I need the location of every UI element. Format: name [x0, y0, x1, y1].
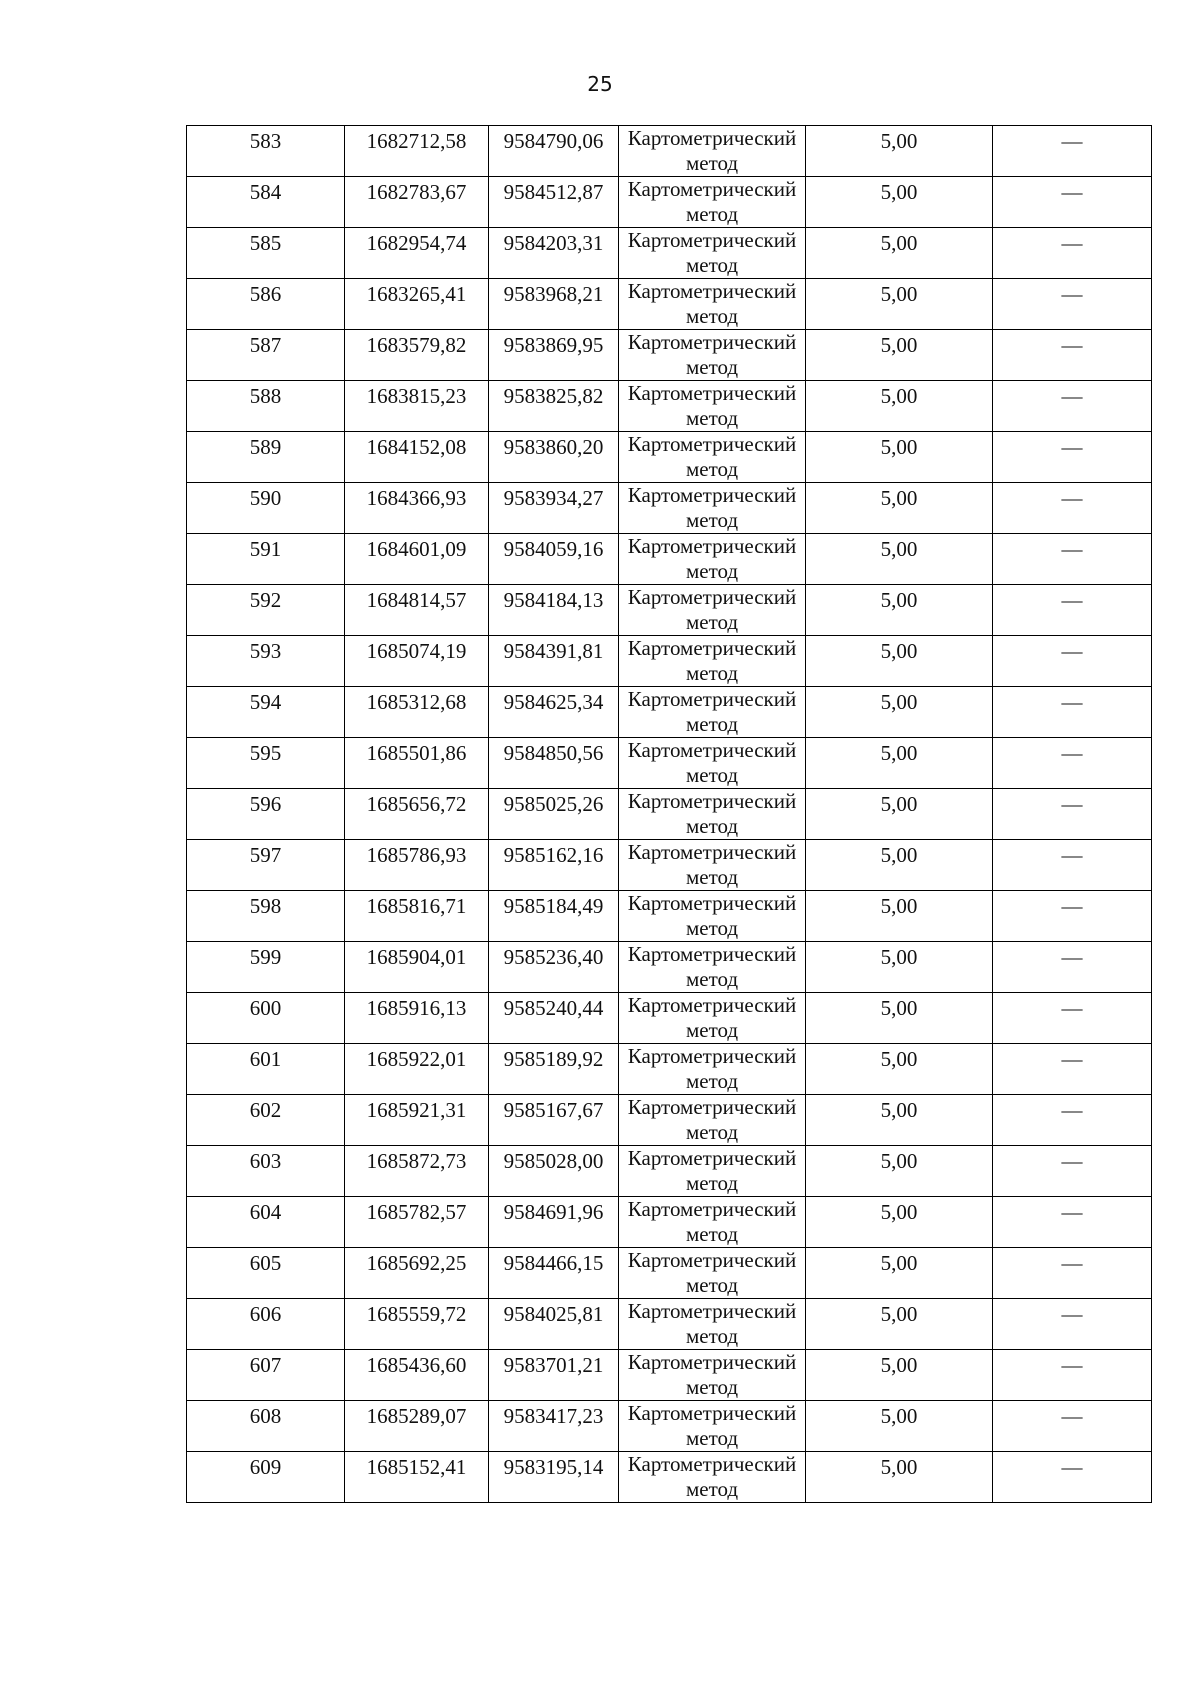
note-cell: —	[993, 636, 1152, 687]
y-coordinate-cell: 9584184,13	[489, 585, 619, 636]
accuracy-cell: 5,00	[806, 942, 993, 993]
method-line-2: метод	[685, 763, 739, 787]
point-number-cell: 594	[187, 687, 345, 738]
method-line-2: метод	[685, 610, 739, 634]
x-coordinate-cell: 1685312,68	[345, 687, 489, 738]
method-cell	[619, 1044, 806, 1095]
note-cell: —	[993, 1452, 1152, 1503]
x-coordinate-cell: 1685559,72	[345, 1299, 489, 1350]
x-coordinate-cell: 1685656,72	[345, 789, 489, 840]
note-cell: —	[993, 789, 1152, 840]
point-number-cell: 588	[187, 381, 345, 432]
x-coordinate-cell: 1685074,19	[345, 636, 489, 687]
method-cell	[619, 1401, 806, 1452]
point-number-cell: 604	[187, 1197, 345, 1248]
method-line-1: Картометрический	[627, 1248, 797, 1272]
accuracy-cell: 5,00	[806, 1299, 993, 1350]
point-number-cell: 602	[187, 1095, 345, 1146]
y-coordinate-cell: 9583968,21	[489, 279, 619, 330]
method-line-2: метод	[685, 661, 739, 685]
method-line-1: Картометрический	[627, 1299, 797, 1323]
method-line-2: метод	[685, 253, 739, 277]
method-cell	[619, 1146, 806, 1197]
table-row	[187, 1044, 1152, 1095]
method-line-1: Картометрический	[627, 840, 797, 864]
method-cell	[619, 942, 806, 993]
table-row	[187, 738, 1152, 789]
note-cell: —	[993, 840, 1152, 891]
accuracy-cell: 5,00	[806, 636, 993, 687]
point-number-cell: 590	[187, 483, 345, 534]
method-line-2: метод	[685, 1171, 739, 1195]
x-coordinate-cell: 1685816,71	[345, 891, 489, 942]
x-coordinate-cell: 1685501,86	[345, 738, 489, 789]
method-line-1: Картометрический	[627, 789, 797, 813]
x-coordinate-cell: 1685782,57	[345, 1197, 489, 1248]
accuracy-cell: 5,00	[806, 993, 993, 1044]
accuracy-cell: 5,00	[806, 840, 993, 891]
y-coordinate-cell: 9585162,16	[489, 840, 619, 891]
method-line-2: метод	[685, 865, 739, 889]
method-cell	[619, 1452, 806, 1503]
note-cell: —	[993, 1044, 1152, 1095]
point-number-cell: 601	[187, 1044, 345, 1095]
point-number-cell: 585	[187, 228, 345, 279]
x-coordinate-cell: 1685904,01	[345, 942, 489, 993]
accuracy-cell: 5,00	[806, 432, 993, 483]
point-number-cell: 596	[187, 789, 345, 840]
point-number-cell: 605	[187, 1248, 345, 1299]
note-cell: —	[993, 177, 1152, 228]
accuracy-cell: 5,00	[806, 585, 993, 636]
note-cell: —	[993, 330, 1152, 381]
method-cell	[619, 789, 806, 840]
table-row	[187, 636, 1152, 687]
method-cell	[619, 1350, 806, 1401]
y-coordinate-cell: 9584625,34	[489, 687, 619, 738]
method-line-1: Картометрический	[627, 1452, 797, 1476]
method-line-1: Картометрический	[627, 483, 797, 507]
method-line-2: метод	[685, 1222, 739, 1246]
table-row	[187, 126, 1152, 177]
accuracy-cell: 5,00	[806, 381, 993, 432]
point-number-cell: 597	[187, 840, 345, 891]
note-cell: —	[993, 993, 1152, 1044]
point-number-cell: 591	[187, 534, 345, 585]
accuracy-cell: 5,00	[806, 891, 993, 942]
x-coordinate-cell: 1682712,58	[345, 126, 489, 177]
x-coordinate-cell: 1682954,74	[345, 228, 489, 279]
page-number: 25	[587, 72, 613, 96]
method-line-1: Картометрический	[627, 1095, 797, 1119]
x-coordinate-cell: 1684366,93	[345, 483, 489, 534]
method-line-2: метод	[685, 967, 739, 991]
method-cell	[619, 177, 806, 228]
accuracy-cell: 5,00	[806, 1248, 993, 1299]
method-line-2: метод	[685, 1324, 739, 1348]
method-line-2: метод	[685, 304, 739, 328]
method-line-1: Картометрический	[627, 279, 797, 303]
y-coordinate-cell: 9584391,81	[489, 636, 619, 687]
method-line-1: Картометрический	[627, 381, 797, 405]
point-number-cell: 603	[187, 1146, 345, 1197]
x-coordinate-cell: 1685872,73	[345, 1146, 489, 1197]
method-cell	[619, 126, 806, 177]
method-cell	[619, 738, 806, 789]
y-coordinate-cell: 9585236,40	[489, 942, 619, 993]
y-coordinate-cell: 9585189,92	[489, 1044, 619, 1095]
table-row	[187, 891, 1152, 942]
x-coordinate-cell: 1685922,01	[345, 1044, 489, 1095]
accuracy-cell: 5,00	[806, 1350, 993, 1401]
note-cell: —	[993, 483, 1152, 534]
note-cell: —	[993, 432, 1152, 483]
y-coordinate-cell: 9583417,23	[489, 1401, 619, 1452]
y-coordinate-cell: 9583701,21	[489, 1350, 619, 1401]
y-coordinate-cell: 9583934,27	[489, 483, 619, 534]
method-cell	[619, 1248, 806, 1299]
note-cell: —	[993, 381, 1152, 432]
table-row	[187, 1452, 1152, 1503]
method-cell	[619, 534, 806, 585]
point-number-cell: 606	[187, 1299, 345, 1350]
method-line-2: метод	[685, 559, 739, 583]
table-row	[187, 177, 1152, 228]
coordinates-table-body	[187, 126, 1152, 1503]
table-row	[187, 1299, 1152, 1350]
x-coordinate-cell: 1682783,67	[345, 177, 489, 228]
x-coordinate-cell: 1685786,93	[345, 840, 489, 891]
method-cell	[619, 840, 806, 891]
note-cell: —	[993, 891, 1152, 942]
x-coordinate-cell: 1685152,41	[345, 1452, 489, 1503]
y-coordinate-cell: 9584850,56	[489, 738, 619, 789]
accuracy-cell: 5,00	[806, 1146, 993, 1197]
y-coordinate-cell: 9584691,96	[489, 1197, 619, 1248]
x-coordinate-cell: 1685289,07	[345, 1401, 489, 1452]
method-line-2: метод	[685, 1069, 739, 1093]
table-row	[187, 483, 1152, 534]
note-cell: —	[993, 228, 1152, 279]
y-coordinate-cell: 9583825,82	[489, 381, 619, 432]
table-row	[187, 381, 1152, 432]
table-row	[187, 534, 1152, 585]
x-coordinate-cell: 1683265,41	[345, 279, 489, 330]
method-line-1: Картометрический	[627, 687, 797, 711]
note-cell: —	[993, 1197, 1152, 1248]
point-number-cell: 593	[187, 636, 345, 687]
note-cell: —	[993, 126, 1152, 177]
point-number-cell: 589	[187, 432, 345, 483]
table-row	[187, 1197, 1152, 1248]
method-cell	[619, 1299, 806, 1350]
table-row	[187, 942, 1152, 993]
method-line-1: Картометрический	[627, 177, 797, 201]
table-row	[187, 789, 1152, 840]
note-cell: —	[993, 942, 1152, 993]
note-cell: —	[993, 1095, 1152, 1146]
x-coordinate-cell: 1683815,23	[345, 381, 489, 432]
table-row	[187, 840, 1152, 891]
method-cell	[619, 483, 806, 534]
note-cell: —	[993, 585, 1152, 636]
x-coordinate-cell: 1685921,31	[345, 1095, 489, 1146]
method-cell	[619, 1197, 806, 1248]
note-cell: —	[993, 279, 1152, 330]
accuracy-cell: 5,00	[806, 126, 993, 177]
table-row	[187, 1146, 1152, 1197]
x-coordinate-cell: 1683579,82	[345, 330, 489, 381]
note-cell: —	[993, 1350, 1152, 1401]
method-line-1: Картометрический	[627, 1044, 797, 1068]
method-line-1: Картометрический	[627, 534, 797, 558]
point-number-cell: 595	[187, 738, 345, 789]
accuracy-cell: 5,00	[806, 1197, 993, 1248]
x-coordinate-cell: 1684814,57	[345, 585, 489, 636]
method-line-1: Картометрический	[627, 1146, 797, 1170]
accuracy-cell: 5,00	[806, 279, 993, 330]
method-line-2: метод	[685, 1120, 739, 1144]
method-line-1: Картометрический	[627, 636, 797, 660]
method-cell	[619, 228, 806, 279]
point-number-cell: 608	[187, 1401, 345, 1452]
y-coordinate-cell: 9585028,00	[489, 1146, 619, 1197]
note-cell: —	[993, 687, 1152, 738]
method-cell	[619, 636, 806, 687]
y-coordinate-cell: 9585167,67	[489, 1095, 619, 1146]
point-number-cell: 599	[187, 942, 345, 993]
accuracy-cell: 5,00	[806, 483, 993, 534]
note-cell: —	[993, 1248, 1152, 1299]
y-coordinate-cell: 9584790,06	[489, 126, 619, 177]
method-cell	[619, 891, 806, 942]
method-line-1: Картометрический	[627, 942, 797, 966]
method-line-2: метод	[685, 814, 739, 838]
method-line-2: метод	[685, 508, 739, 532]
table-row	[187, 585, 1152, 636]
accuracy-cell: 5,00	[806, 177, 993, 228]
method-cell	[619, 993, 806, 1044]
note-cell: —	[993, 1146, 1152, 1197]
method-line-1: Картометрический	[627, 432, 797, 456]
method-line-1: Картометрический	[627, 585, 797, 609]
method-line-2: метод	[685, 916, 739, 940]
method-line-1: Картометрический	[627, 1350, 797, 1374]
point-number-cell: 609	[187, 1452, 345, 1503]
method-line-2: метод	[685, 1477, 739, 1501]
x-coordinate-cell: 1685692,25	[345, 1248, 489, 1299]
y-coordinate-cell: 9583860,20	[489, 432, 619, 483]
y-coordinate-cell: 9584512,87	[489, 177, 619, 228]
table-row	[187, 228, 1152, 279]
method-line-2: метод	[685, 712, 739, 736]
accuracy-cell: 5,00	[806, 1095, 993, 1146]
accuracy-cell: 5,00	[806, 1401, 993, 1452]
y-coordinate-cell: 9583869,95	[489, 330, 619, 381]
method-cell	[619, 279, 806, 330]
method-line-2: метод	[685, 457, 739, 481]
table-row	[187, 1350, 1152, 1401]
table-row	[187, 432, 1152, 483]
method-cell	[619, 330, 806, 381]
accuracy-cell: 5,00	[806, 534, 993, 585]
point-number-cell: 607	[187, 1350, 345, 1401]
table-row	[187, 687, 1152, 738]
method-line-2: метод	[685, 1273, 739, 1297]
accuracy-cell: 5,00	[806, 1044, 993, 1095]
table-row	[187, 279, 1152, 330]
table-row	[187, 1401, 1152, 1452]
method-line-2: метод	[685, 1018, 739, 1042]
y-coordinate-cell: 9584466,15	[489, 1248, 619, 1299]
method-line-2: метод	[685, 151, 739, 175]
accuracy-cell: 5,00	[806, 228, 993, 279]
method-cell	[619, 381, 806, 432]
y-coordinate-cell: 9584059,16	[489, 534, 619, 585]
method-line-1: Картометрический	[627, 228, 797, 252]
accuracy-cell: 5,00	[806, 1452, 993, 1503]
x-coordinate-cell: 1684152,08	[345, 432, 489, 483]
y-coordinate-cell: 9585184,49	[489, 891, 619, 942]
method-line-1: Картометрический	[627, 1197, 797, 1221]
note-cell: —	[993, 1299, 1152, 1350]
point-number-cell: 586	[187, 279, 345, 330]
accuracy-cell: 5,00	[806, 789, 993, 840]
table-row	[187, 1095, 1152, 1146]
point-number-cell: 587	[187, 330, 345, 381]
note-cell: —	[993, 738, 1152, 789]
x-coordinate-cell: 1685916,13	[345, 993, 489, 1044]
method-line-1: Картометрический	[627, 126, 797, 150]
accuracy-cell: 5,00	[806, 687, 993, 738]
point-number-cell: 598	[187, 891, 345, 942]
note-cell: —	[993, 1401, 1152, 1452]
method-cell	[619, 432, 806, 483]
method-line-1: Картометрический	[627, 738, 797, 762]
method-line-2: метод	[685, 1426, 739, 1450]
method-cell	[619, 1095, 806, 1146]
y-coordinate-cell: 9584025,81	[489, 1299, 619, 1350]
note-cell: —	[993, 534, 1152, 585]
method-line-1: Картометрический	[627, 891, 797, 915]
method-line-2: метод	[685, 202, 739, 226]
x-coordinate-cell: 1685436,60	[345, 1350, 489, 1401]
table-row	[187, 330, 1152, 381]
method-line-2: метод	[685, 406, 739, 430]
method-line-1: Картометрический	[627, 1401, 797, 1425]
method-line-1: Картометрический	[627, 330, 797, 354]
table-row	[187, 993, 1152, 1044]
point-number-cell: 600	[187, 993, 345, 1044]
method-line-2: метод	[685, 1375, 739, 1399]
accuracy-cell: 5,00	[806, 330, 993, 381]
x-coordinate-cell: 1684601,09	[345, 534, 489, 585]
y-coordinate-cell: 9584203,31	[489, 228, 619, 279]
y-coordinate-cell: 9583195,14	[489, 1452, 619, 1503]
table-row	[187, 1248, 1152, 1299]
coordinates-table	[186, 125, 1152, 1503]
method-cell	[619, 585, 806, 636]
method-cell	[619, 687, 806, 738]
accuracy-cell: 5,00	[806, 738, 993, 789]
point-number-cell: 583	[187, 126, 345, 177]
method-line-1: Картометрический	[627, 993, 797, 1017]
y-coordinate-cell: 9585025,26	[489, 789, 619, 840]
point-number-cell: 584	[187, 177, 345, 228]
method-line-2: метод	[685, 355, 739, 379]
y-coordinate-cell: 9585240,44	[489, 993, 619, 1044]
point-number-cell: 592	[187, 585, 345, 636]
